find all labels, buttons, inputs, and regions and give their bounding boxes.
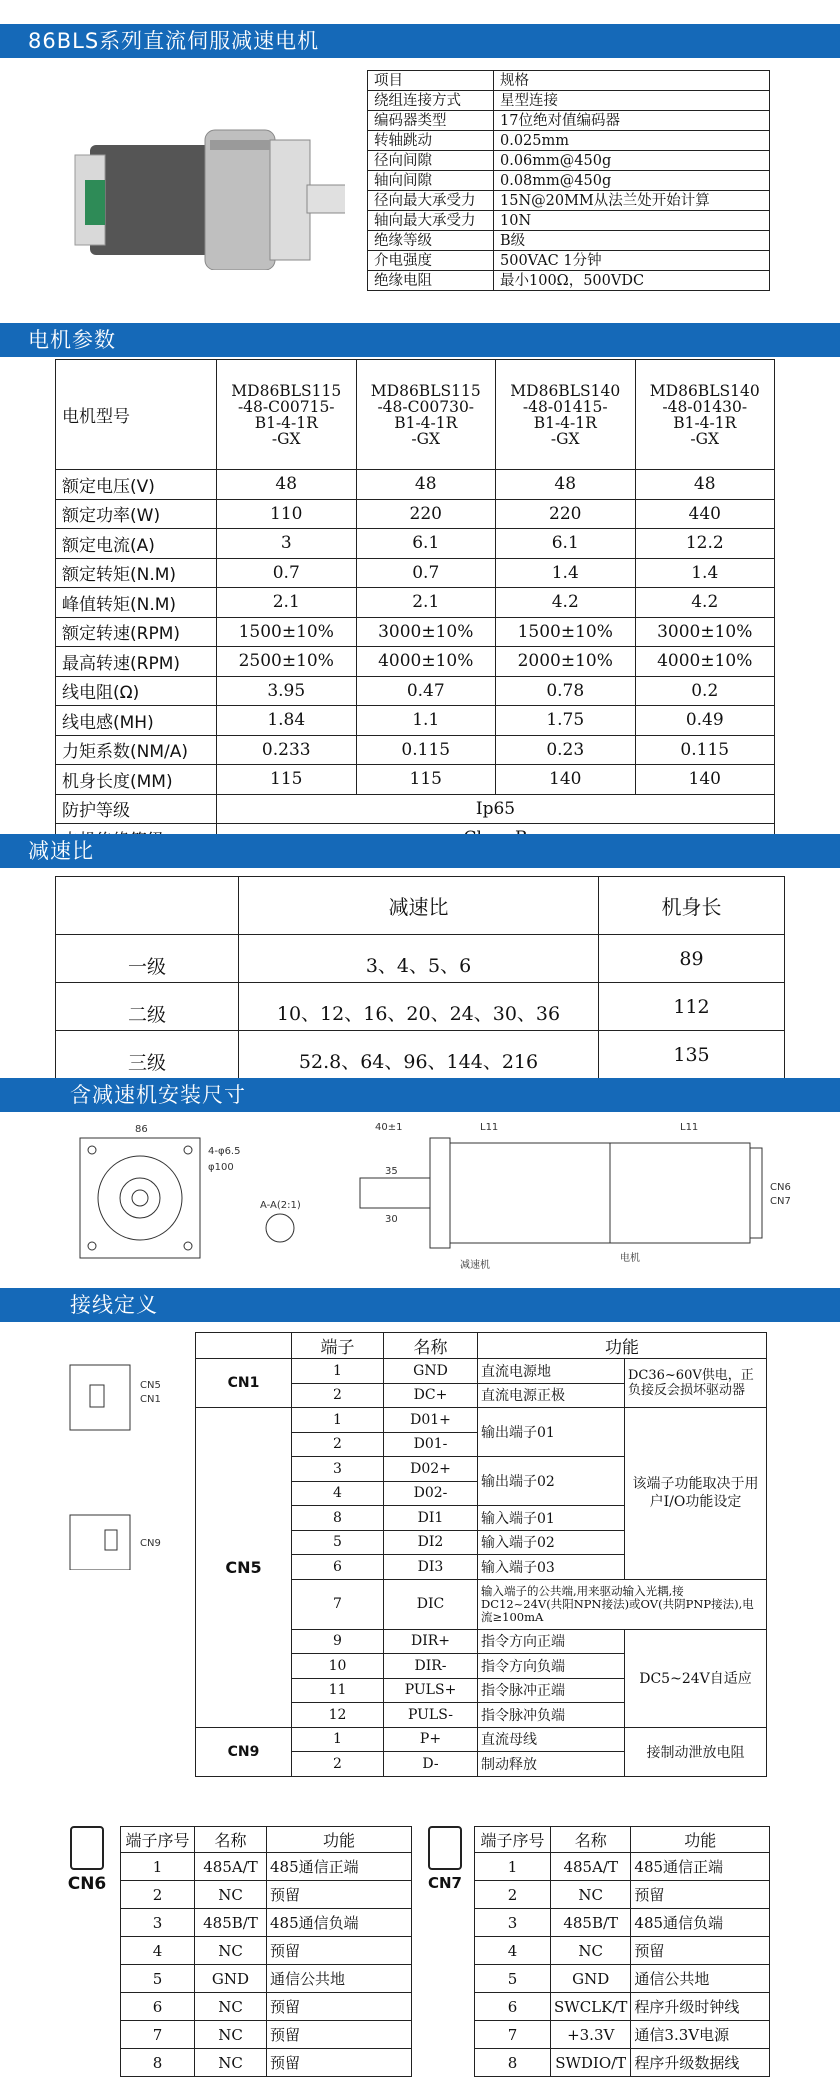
param-label: 额定转速(RPM)	[56, 617, 217, 647]
param-value: 0.47	[356, 676, 496, 706]
model-name: MD86BLS115 -48-C00715- B1-4-1R -GX	[217, 360, 357, 470]
param-value: 48	[496, 470, 636, 500]
side-label-cn5: CN5	[140, 1380, 161, 1391]
param-label: 线电感(MH)	[56, 706, 217, 736]
table-row	[368, 91, 770, 111]
param-value: 0.23	[496, 735, 636, 765]
pin-name: NC	[195, 2021, 267, 2049]
pin-number: 7	[121, 2021, 195, 2049]
pin-name: NC	[551, 1881, 631, 1909]
spec-label: 轴向最大承受力	[368, 211, 494, 231]
table-row	[56, 735, 775, 765]
pin-name: SWDIO/T	[551, 2049, 631, 2077]
table-row	[368, 71, 770, 91]
table-row	[368, 131, 770, 151]
param-value: 0.78	[496, 676, 636, 706]
table-row	[56, 676, 775, 706]
cn6-header: 名称	[195, 1827, 267, 1853]
gear-ratio-table	[55, 876, 785, 1079]
pin-number: 7	[475, 2021, 551, 2049]
spec-label: 编码器类型	[368, 111, 494, 131]
spec-label: 绝缘电阻	[368, 271, 494, 291]
param-value: 6.1	[356, 529, 496, 559]
param-value: 4000±10%	[635, 647, 775, 677]
table-row	[56, 588, 775, 618]
gear-ratio: 52.8、64、96、144、216	[239, 1031, 599, 1079]
dim-label-pcd: φ100	[208, 1162, 234, 1173]
wiring-table	[195, 1332, 767, 1777]
table-row	[368, 211, 770, 231]
pin-number: 3	[292, 1457, 384, 1482]
pin-function: 485通信负端	[631, 1909, 770, 1937]
param-value: Ip65	[217, 794, 775, 824]
table-row	[56, 1031, 785, 1079]
pin-name: NC	[195, 1993, 267, 2021]
param-value: 0.233	[217, 735, 357, 765]
cn9-note: 接制动泄放电阻	[625, 1727, 767, 1776]
pin-number: 10	[292, 1654, 384, 1679]
connector-side-drawing	[60, 1360, 190, 1570]
table-row	[475, 1881, 770, 1909]
pin-number: 6	[121, 1993, 195, 2021]
param-value: 140	[635, 765, 775, 795]
motor-section-bar	[0, 323, 840, 357]
spec-label: 轴向间隙	[368, 171, 494, 191]
spec-value: 最小100Ω，500VDC	[494, 271, 770, 291]
pin-name: DI1	[384, 1506, 478, 1531]
cn6-header: 功能	[267, 1827, 412, 1853]
param-value: 140	[496, 765, 636, 795]
param-label: 额定电流(A)	[56, 529, 217, 559]
gear-ratio: 10、12、16、20、24、30、36	[239, 983, 599, 1031]
table-row	[56, 499, 775, 529]
table-row	[475, 1909, 770, 1937]
table-row	[368, 231, 770, 251]
dim-label-40: 40±1	[375, 1122, 403, 1133]
param-value: 4.2	[635, 588, 775, 618]
spec-value: 规格	[494, 71, 770, 91]
param-value: 48	[217, 470, 357, 500]
cn1-note: DC36~60V供电，正负接反会损坏驱动器	[625, 1359, 767, 1408]
table-row	[196, 1359, 767, 1384]
table-row	[56, 617, 775, 647]
table-row	[475, 1993, 770, 2021]
pin-name: D-	[384, 1752, 478, 1777]
param-label: 力矩系数(NM/A)	[56, 735, 217, 765]
table-row	[56, 794, 775, 824]
pin-number: 1	[292, 1408, 384, 1433]
pin-name: NC	[195, 1937, 267, 1965]
table-row	[56, 935, 785, 983]
wire-col-function: 功能	[478, 1333, 767, 1359]
param-value: 115	[217, 765, 357, 795]
cn7-header: 端子序号	[475, 1827, 551, 1853]
param-value: 0.115	[356, 735, 496, 765]
gear-length: 135	[599, 1031, 785, 1079]
pin-name: GND	[195, 1965, 267, 1993]
table-row	[121, 1909, 412, 1937]
param-label: 线电阻(Ω)	[56, 676, 217, 706]
table-row	[121, 1965, 412, 1993]
pin-name: DC+	[384, 1383, 478, 1408]
table-row	[56, 706, 775, 736]
param-value: 1500±10%	[496, 617, 636, 647]
pin-number: 4	[121, 1937, 195, 1965]
pin-number: 3	[475, 1909, 551, 1937]
param-value: 110	[217, 499, 357, 529]
cn6-table	[120, 1826, 412, 2077]
pin-number: 5	[475, 1965, 551, 1993]
param-value: 12.2	[635, 529, 775, 559]
pin-function: 通信公共地	[267, 1965, 412, 1993]
pin-function: 通信公共地	[631, 1965, 770, 1993]
pin-name: D02-	[384, 1481, 478, 1506]
pin-name: GND	[551, 1965, 631, 1993]
cn6-connector-icon	[70, 1826, 104, 1870]
cn5-label: CN5	[196, 1408, 292, 1728]
pin-number: 1	[121, 1853, 195, 1881]
dim-label-holes: 4-φ6.5	[208, 1146, 241, 1157]
pin-number: 6	[292, 1555, 384, 1580]
wire-col-terminal: 端子	[292, 1333, 384, 1359]
param-value: 0.7	[217, 558, 357, 588]
spec-label: 绕组连接方式	[368, 91, 494, 111]
table-row	[368, 151, 770, 171]
param-value: 3000±10%	[635, 617, 775, 647]
table-row	[368, 271, 770, 291]
pin-name: 485A/T	[195, 1853, 267, 1881]
param-value: 1.4	[496, 558, 636, 588]
wiring-section-bar	[0, 1288, 840, 1322]
pin-name: D02+	[384, 1457, 478, 1482]
table-row	[196, 1727, 767, 1752]
pin-number: 1	[292, 1727, 384, 1752]
table-row	[56, 470, 775, 500]
param-value: 220	[356, 499, 496, 529]
cn9-label: CN9	[196, 1727, 292, 1776]
table-row	[368, 171, 770, 191]
cn7-name: CN7	[428, 1874, 462, 1892]
dim-label-motor: 电机	[620, 1253, 640, 1264]
param-value: 0.2	[635, 676, 775, 706]
gear-col-len: 机身长	[599, 877, 785, 935]
dimension-drawing	[40, 1118, 820, 1288]
section-title: 减速比	[28, 839, 94, 863]
param-value: 3000±10%	[356, 617, 496, 647]
pin-function: 预留	[267, 1881, 412, 1909]
table-row	[368, 111, 770, 131]
dim-label-l1: L11	[480, 1122, 499, 1133]
table-row	[56, 647, 775, 677]
pin-name: NC	[551, 1937, 631, 1965]
pin-function: 指令脉冲负端	[478, 1703, 625, 1728]
table-row	[121, 2021, 412, 2049]
param-label: 防护等级	[56, 794, 217, 824]
spec-label: 项目	[368, 71, 494, 91]
cn7-connector-icon	[428, 1826, 462, 1870]
pin-function: 直流母线	[478, 1727, 625, 1752]
pin-function: 输出端子01	[478, 1408, 625, 1457]
pin-function: 指令脉冲正端	[478, 1678, 625, 1703]
pin-number: 1	[292, 1359, 384, 1384]
spec-value: 0.06mm@450g	[494, 151, 770, 171]
pin-number: 6	[475, 1993, 551, 2021]
gear-corner	[56, 877, 239, 935]
pin-function: 程序升级时钟线	[631, 1993, 770, 2021]
pin-name: DIC	[384, 1579, 478, 1629]
pin-number: 2	[121, 1881, 195, 1909]
pin-number: 11	[292, 1678, 384, 1703]
pin-name: 485B/T	[551, 1909, 631, 1937]
param-value: 0.49	[635, 706, 775, 736]
pin-function: 指令方向正端	[478, 1629, 625, 1654]
dim-label-cn6: CN6	[770, 1182, 791, 1193]
model-label: 电机型号	[56, 360, 217, 470]
param-label: 峰值转矩(N.M)	[56, 588, 217, 618]
table-row	[475, 1965, 770, 1993]
cn6-header: 端子序号	[121, 1827, 195, 1853]
pin-number: 2	[292, 1383, 384, 1408]
pin-name: PULS+	[384, 1678, 478, 1703]
pin-number: 1	[475, 1853, 551, 1881]
spec-value: 0.025mm	[494, 131, 770, 151]
param-value: 440	[635, 499, 775, 529]
gear-stage: 一级	[56, 935, 239, 983]
pin-name: P+	[384, 1727, 478, 1752]
spec-value: 10N	[494, 211, 770, 231]
param-value: 3	[217, 529, 357, 559]
spec-value: 0.08mm@450g	[494, 171, 770, 191]
param-value: 48	[635, 470, 775, 500]
pin-function: 输入端子的公共端,用来驱动输入光耦,接DC12~24V(共阳NPN接法)或OV(共阴PNP接法),电流≥100mA	[478, 1579, 767, 1629]
pin-function: 输出端子02	[478, 1457, 625, 1506]
pin-function: 预留	[267, 2049, 412, 2077]
spec-value: B级	[494, 231, 770, 251]
gear-stage: 三级	[56, 1031, 239, 1079]
pin-function: 直流电源正极	[478, 1383, 625, 1408]
param-value: 3.95	[217, 676, 357, 706]
param-value: 220	[496, 499, 636, 529]
spec-table	[367, 70, 770, 291]
pin-name: NC	[195, 2049, 267, 2077]
pin-number: 12	[292, 1703, 384, 1728]
pin-function: 485通信正端	[267, 1853, 412, 1881]
pin-number: 3	[121, 1909, 195, 1937]
param-value: 1.4	[635, 558, 775, 588]
gear-ratio: 3、4、5、6	[239, 935, 599, 983]
dim-label-section: A-A(2:1)	[260, 1200, 301, 1211]
table-row	[368, 191, 770, 211]
pin-name: DI2	[384, 1530, 478, 1555]
param-value: 1.75	[496, 706, 636, 736]
motor-param-table	[55, 359, 775, 854]
param-value: 2000±10%	[496, 647, 636, 677]
spec-label: 绝缘等级	[368, 231, 494, 251]
spec-label: 转轴跳动	[368, 131, 494, 151]
pin-name: D01-	[384, 1432, 478, 1457]
pin-function: 485通信正端	[631, 1853, 770, 1881]
pin-name: +3.3V	[551, 2021, 631, 2049]
pin-function: 预留	[267, 2021, 412, 2049]
pin-number: 2	[292, 1432, 384, 1457]
pin-function: 预留	[267, 1937, 412, 1965]
table-row	[121, 2049, 412, 2077]
pin-function: 指令方向负端	[478, 1654, 625, 1679]
pin-name: GND	[384, 1359, 478, 1384]
param-value: 1.84	[217, 706, 357, 736]
gear-length: 112	[599, 983, 785, 1031]
cn7-table	[474, 1826, 770, 2077]
pin-number: 4	[475, 1937, 551, 1965]
param-label: 额定转矩(N.M)	[56, 558, 217, 588]
param-label: 额定电压(V)	[56, 470, 217, 500]
model-name: MD86BLS140 -48-01415- B1-4-1R -GX	[496, 360, 636, 470]
param-label: 最高转速(RPM)	[56, 647, 217, 677]
table-row	[475, 2049, 770, 2077]
pin-number: 5	[121, 1965, 195, 1993]
motor-illustration	[45, 70, 345, 270]
section-title: 接线定义	[70, 1293, 158, 1317]
param-value: 4.2	[496, 588, 636, 618]
param-value: 1.1	[356, 706, 496, 736]
pin-function: 输入端子01	[478, 1506, 625, 1531]
param-value: 2.1	[217, 588, 357, 618]
dim-label-86: 86	[135, 1124, 148, 1135]
pin-number: 8	[292, 1506, 384, 1531]
pin-name: 485A/T	[551, 1853, 631, 1881]
cn1-label: CN1	[196, 1359, 292, 1408]
table-row	[56, 983, 785, 1031]
table-row	[475, 1853, 770, 1881]
dims-section-bar	[0, 1078, 840, 1112]
table-row	[121, 1853, 412, 1881]
param-value: 1500±10%	[217, 617, 357, 647]
pin-function: 预留	[631, 1881, 770, 1909]
pin-number: 2	[292, 1752, 384, 1777]
dim-label-30: 30	[385, 1214, 398, 1225]
param-value: 48	[356, 470, 496, 500]
param-value: 2.1	[356, 588, 496, 618]
param-value: 0.7	[356, 558, 496, 588]
gear-length: 89	[599, 935, 785, 983]
pin-number: 8	[475, 2049, 551, 2077]
table-row	[56, 529, 775, 559]
pin-number: 2	[475, 1881, 551, 1909]
pin-number: 9	[292, 1629, 384, 1654]
table-row	[475, 2021, 770, 2049]
pin-name: DIR-	[384, 1654, 478, 1679]
pin-number: 5	[292, 1530, 384, 1555]
cn7-header: 功能	[631, 1827, 770, 1853]
gear-section-bar	[0, 834, 840, 868]
side-label-cn1: CN1	[140, 1394, 161, 1405]
section-title: 电机参数	[28, 328, 116, 352]
spec-value: 15N@20MM从法兰处开始计算	[494, 191, 770, 211]
pin-name: SWCLK/T	[551, 1993, 631, 2021]
pin-function: 预留	[267, 1993, 412, 2021]
table-row	[56, 360, 775, 470]
table-row	[196, 1333, 767, 1359]
pin-function: 直流电源地	[478, 1359, 625, 1384]
cn7-header: 名称	[551, 1827, 631, 1853]
pin-function: 通信3.3V电源	[631, 2021, 770, 2049]
spec-label: 径向间隙	[368, 151, 494, 171]
pin-function: 程序升级数据线	[631, 2049, 770, 2077]
dim-label-cn7: CN7	[770, 1196, 791, 1207]
table-row	[56, 877, 785, 935]
table-row	[56, 558, 775, 588]
pin-function: 485通信负端	[267, 1909, 412, 1937]
param-label: 机身长度(MM)	[56, 765, 217, 795]
table-row	[56, 765, 775, 795]
table-row	[196, 1408, 767, 1433]
pin-function: 输入端子02	[478, 1530, 625, 1555]
spec-value: 星型连接	[494, 91, 770, 111]
cn5-io-note: 该端子功能取决于用户I/O功能设定	[625, 1408, 767, 1580]
pin-name: PULS-	[384, 1703, 478, 1728]
model-name: MD86BLS115 -48-C00730- B1-4-1R -GX	[356, 360, 496, 470]
pin-function: 预留	[631, 1937, 770, 1965]
spec-label: 径向最大承受力	[368, 191, 494, 211]
param-value: 2500±10%	[217, 647, 357, 677]
wire-corner	[196, 1333, 292, 1359]
dim-label-l2: L11	[680, 1122, 699, 1133]
model-name: MD86BLS140 -48-01430- B1-4-1R -GX	[635, 360, 775, 470]
pin-name: DIR+	[384, 1629, 478, 1654]
page-title: 86BLS系列直流伺服减速电机	[28, 29, 320, 53]
table-row	[475, 1827, 770, 1853]
spec-label: 介电强度	[368, 251, 494, 271]
table-row	[368, 251, 770, 271]
spec-value: 500VAC 1分钟	[494, 251, 770, 271]
table-row	[121, 1937, 412, 1965]
header-title-bar	[0, 24, 840, 58]
pin-name: NC	[195, 1881, 267, 1909]
side-label-cn9: CN9	[140, 1538, 161, 1549]
param-value: 0.115	[635, 735, 775, 765]
table-row	[121, 1827, 412, 1853]
table-row	[121, 1881, 412, 1909]
cn7-connector-label	[420, 1826, 470, 1892]
pin-number: 4	[292, 1481, 384, 1506]
pin-number: 7	[292, 1579, 384, 1629]
cn6-connector-label	[62, 1826, 112, 1894]
param-label: 额定功率(W)	[56, 499, 217, 529]
pulse-note: DC5~24V自适应	[625, 1629, 767, 1727]
section-title: 含减速机安装尺寸	[70, 1083, 246, 1107]
dim-label-reducer: 减速机	[460, 1260, 490, 1271]
pin-function: 制动释放	[478, 1752, 625, 1777]
pin-name: DI3	[384, 1555, 478, 1580]
cn6-name: CN6	[67, 1874, 107, 1894]
pin-name: D01+	[384, 1408, 478, 1433]
spec-value: 17位绝对值编码器	[494, 111, 770, 131]
table-row	[475, 1937, 770, 1965]
gear-stage: 二级	[56, 983, 239, 1031]
param-value: 115	[356, 765, 496, 795]
pin-name: 485B/T	[195, 1909, 267, 1937]
gear-col-ratio: 减速比	[239, 877, 599, 935]
dim-label-35: 35	[385, 1166, 398, 1177]
param-value: 6.1	[496, 529, 636, 559]
param-value: 4000±10%	[356, 647, 496, 677]
wire-col-name: 名称	[384, 1333, 478, 1359]
table-row	[121, 1993, 412, 2021]
pin-function: 输入端子03	[478, 1555, 625, 1580]
pin-number: 8	[121, 2049, 195, 2077]
